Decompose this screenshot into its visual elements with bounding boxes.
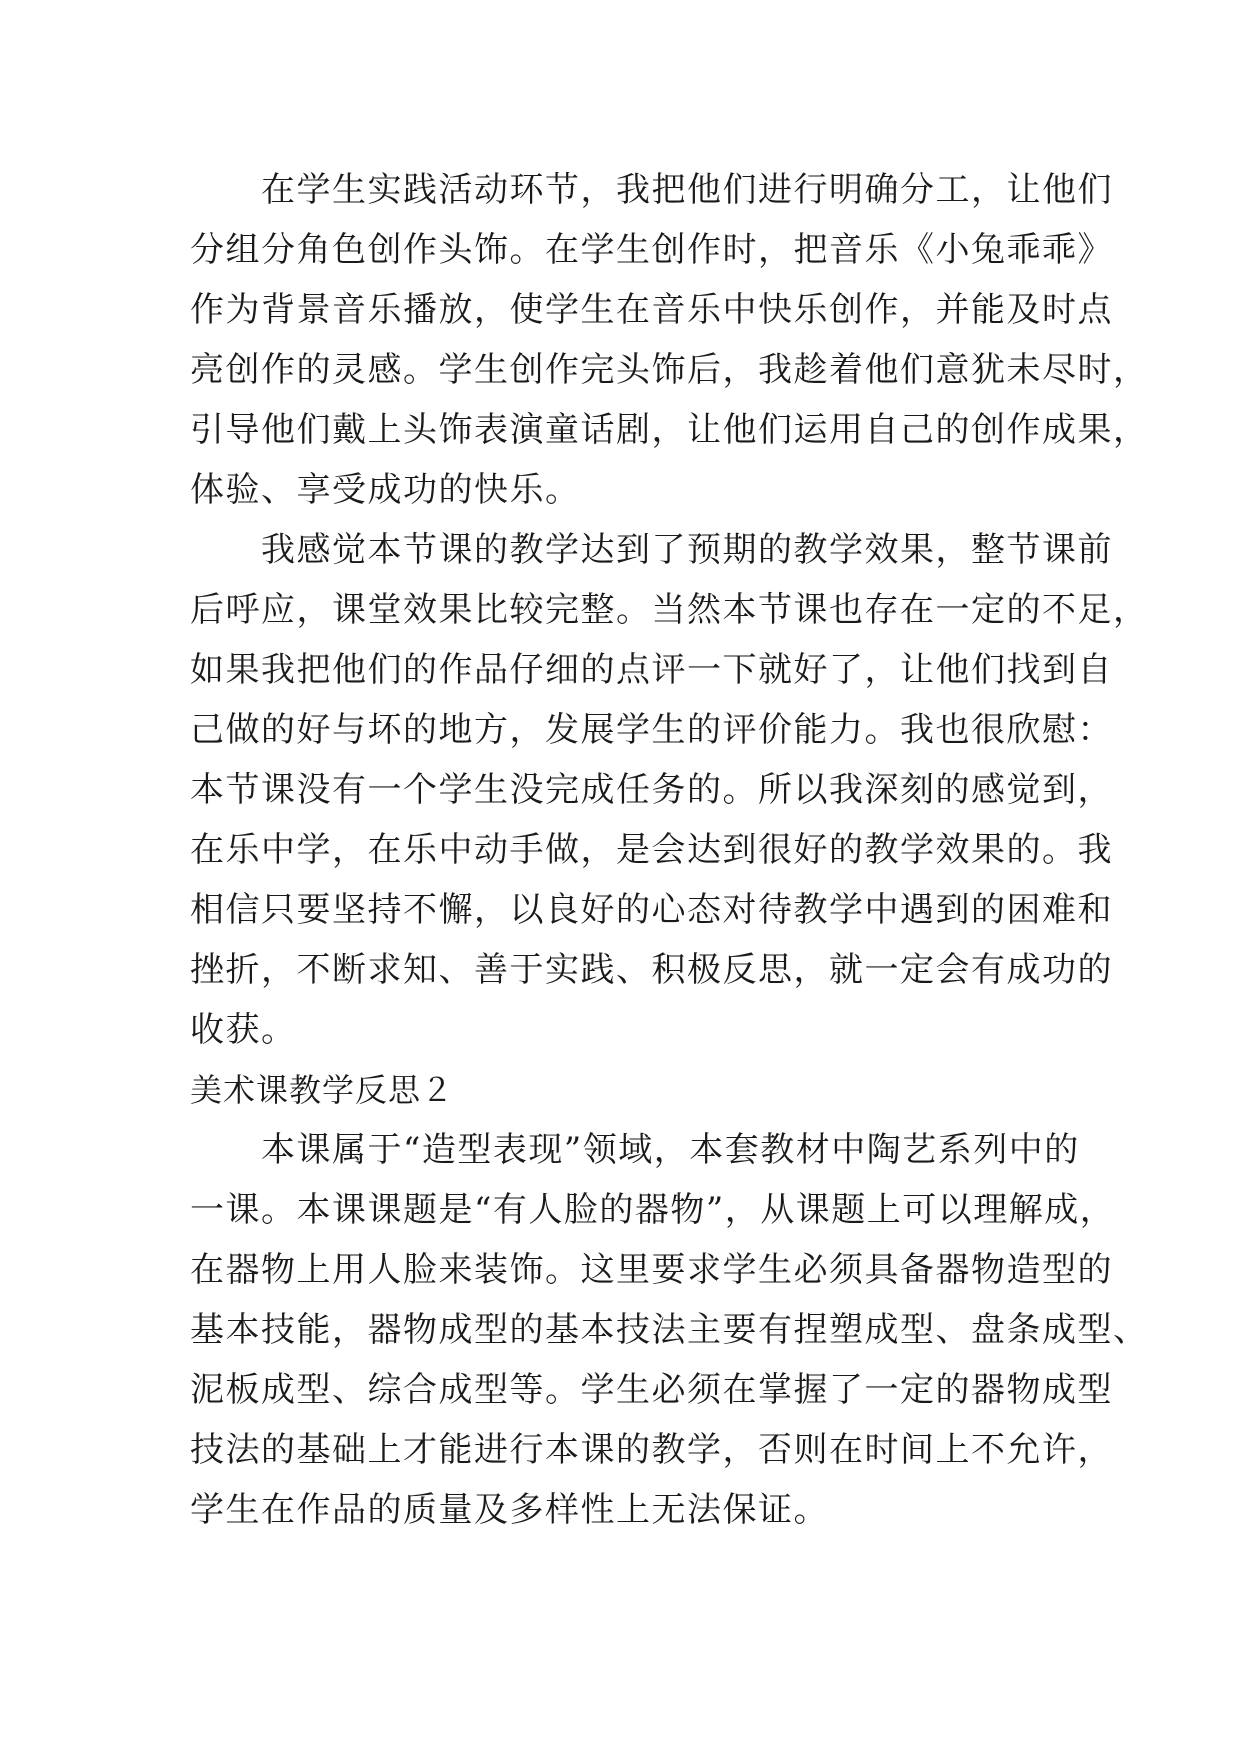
text-line: 本课属于“造型表现”领域，本套教材中陶艺系列中的 [190,1130,1080,1170]
text-line: 学生在作品的质量及多样性上无法保证。 [190,1490,829,1530]
text-line: 相信只要坚持不懈，以良好的心态对待教学中遇到的困难和 [190,890,1113,930]
text-line: 分组分角色创作头饰。在学生创作时，把音乐《小兔乖乖》 [190,230,1113,270]
text-line: 在乐中学，在乐中动手做，是会达到很好的教学效果的。我 [190,830,1113,870]
paragraph-practice-activity [190,160,1149,520]
text-line: 我感觉本节课的教学达到了预期的教学效果，整节课前 [190,530,1113,570]
text-line: 在器物上用人脸来装饰。这里要求学生必须具备器物造型的 [190,1250,1113,1290]
text-line: 一课。本课课题是“有人脸的器物”，从课题上可以理解成， [190,1190,1116,1230]
text-line: 如果我把他们的作品仔细的点评一下就好了，让他们找到自 [190,650,1113,690]
text-line: 基本技能，器物成型的基本技法主要有捏塑成型、盘条成型、 [190,1310,1149,1350]
text-line: 泥板成型、综合成型等。学生必须在掌握了一定的器物成型 [190,1370,1113,1410]
text-line: 亮创作的灵感。学生创作完头饰后，我趁着他们意犹未尽时， [190,350,1149,390]
document-body [190,160,1149,1540]
text-line: 技法的基础上才能进行本课的教学，否则在时间上不允许， [190,1430,1113,1470]
text-line: 本节课没有一个学生没完成任务的。所以我深刻的感觉到， [190,770,1113,810]
section-heading [190,1060,1060,1120]
text-line: 作为背景音乐播放，使学生在音乐中快乐创作，并能及时点 [190,290,1113,330]
text-line: 体验、享受成功的快乐。 [190,470,581,510]
text-line: 后呼应，课堂效果比较完整。当然本节课也存在一定的不足， [190,590,1149,630]
text-line: 挫折，不断求知、善于实践、积极反思，就一定会有成功的 [190,950,1113,990]
text-line: 收获。 [190,1010,297,1050]
section-heading-text: 美术课教学反思２ [190,1071,455,1109]
paragraph-teaching-effect [190,520,1149,1060]
text-line: 己做的好与坏的地方，发展学生的评价能力。我也很欣慰： [190,710,1113,750]
paragraph-course-intro [190,1120,1149,1540]
text-line: 在学生实践活动环节，我把他们进行明确分工，让他们 [190,170,1113,210]
text-line: 引导他们戴上头饰表演童话剧，让他们运用自己的创作成果， [190,410,1149,450]
